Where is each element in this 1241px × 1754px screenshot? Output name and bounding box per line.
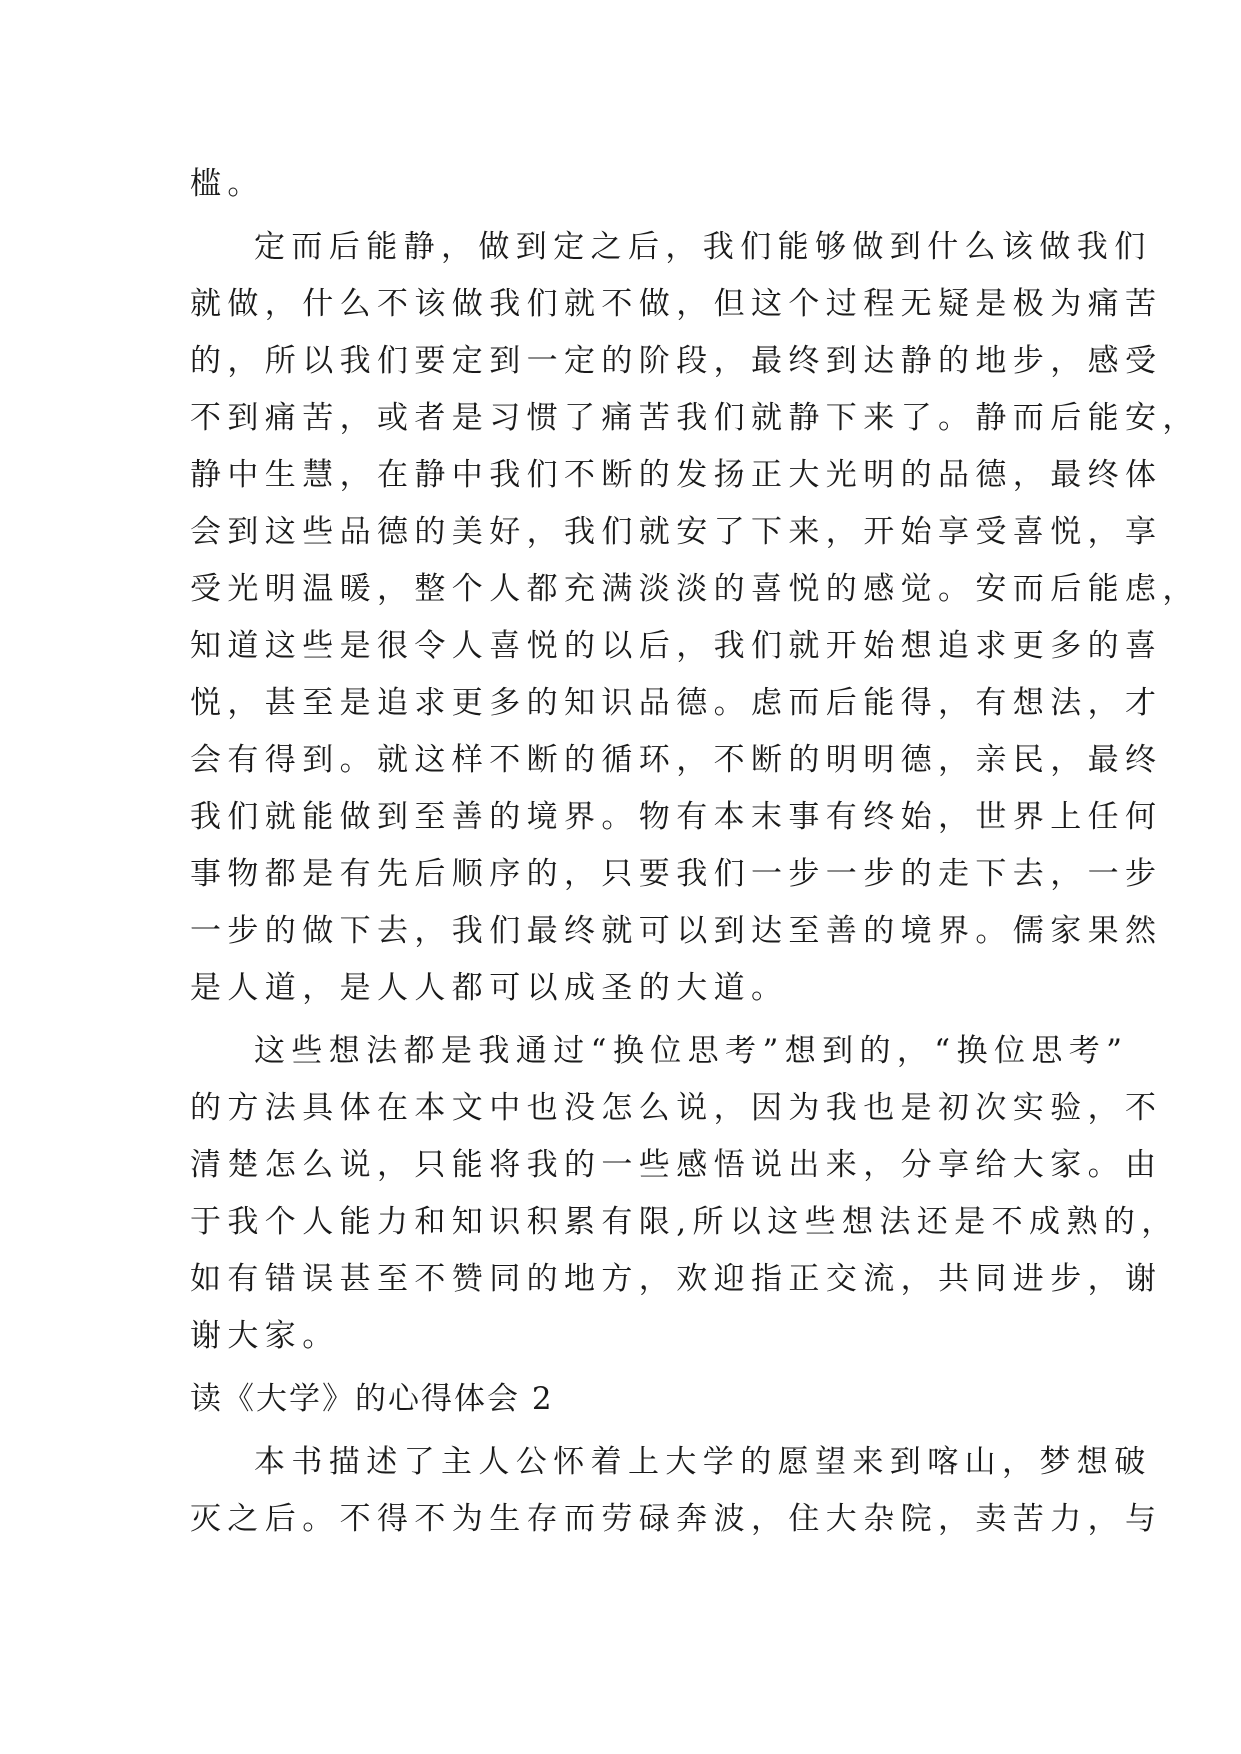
text-line: 静中生慧，在静中我们不断的发扬正大光明的品德，最终体 [190,457,1163,493]
text-line: 悦，甚至是追求更多的知识品德。虑而后能得，有想法，才 [190,685,1163,721]
text-line: 的方法具体在本文中也没怎么说，因为我也是初次实验，不 [190,1090,1163,1126]
text-line: 不到痛苦，或者是习惯了痛苦我们就静下来了。静而后能安， [190,400,1200,436]
text-line: 就做，什么不该做我们就不做，但这个过程无疑是极为痛苦 [190,286,1163,322]
text-line: 会到这些品德的美好，我们就安了下来，开始享受喜悦，享 [190,514,1163,550]
text-line: 的，所以我们要定到一定的阶段，最终到达静的地步，感受 [190,343,1163,379]
text-line: 槛。 [190,166,265,202]
text-line: 如有错误甚至不赞同的地方，欢迎指正交流，共同进步，谢 [190,1261,1163,1297]
text-line: 事物都是有先后顺序的，只要我们一步一步的走下去，一步 [190,856,1163,892]
text-line: 受光明温暖，整个人都充满淡淡的喜悦的感觉。安而后能虑， [190,571,1200,607]
text-line: 这些想法都是我通过“换位思考”想到的，“换位思考” [254,1033,1129,1069]
text-line: 于我个人能力和知识积累有限,所以这些想法还是不成熟的， [190,1204,1179,1240]
text-line: 一步的做下去，我们最终就可以到达至善的境界。儒家果然 [190,913,1163,949]
text-line: 定而后能静，做到定之后，我们能够做到什么该做我们 [254,229,1152,265]
text-line: 知道这些是很令人喜悦的以后，我们就开始想追求更多的喜 [190,628,1163,664]
text-line: 本书描述了主人公怀着上大学的愿望来到喀山，梦想破 [254,1444,1152,1480]
text-line: 会有得到。就这样不断的循环，不断的明明德，亲民，最终 [190,742,1163,778]
text-line: 灭之后。不得不为生存而劳碌奔波，住大杂院，卖苦力，与 [190,1501,1163,1537]
text-line: 谢大家。 [190,1318,340,1354]
text-line: 清楚怎么说，只能将我的一些感悟说出来，分享给大家。由 [190,1147,1163,1183]
section-title: 读《大学》的心得体会 2 [190,1381,554,1417]
text-line: 我们就能做到至善的境界。物有本末事有终始，世界上任何 [190,799,1163,835]
text-line: 是人道，是人人都可以成圣的大道。 [190,970,789,1006]
